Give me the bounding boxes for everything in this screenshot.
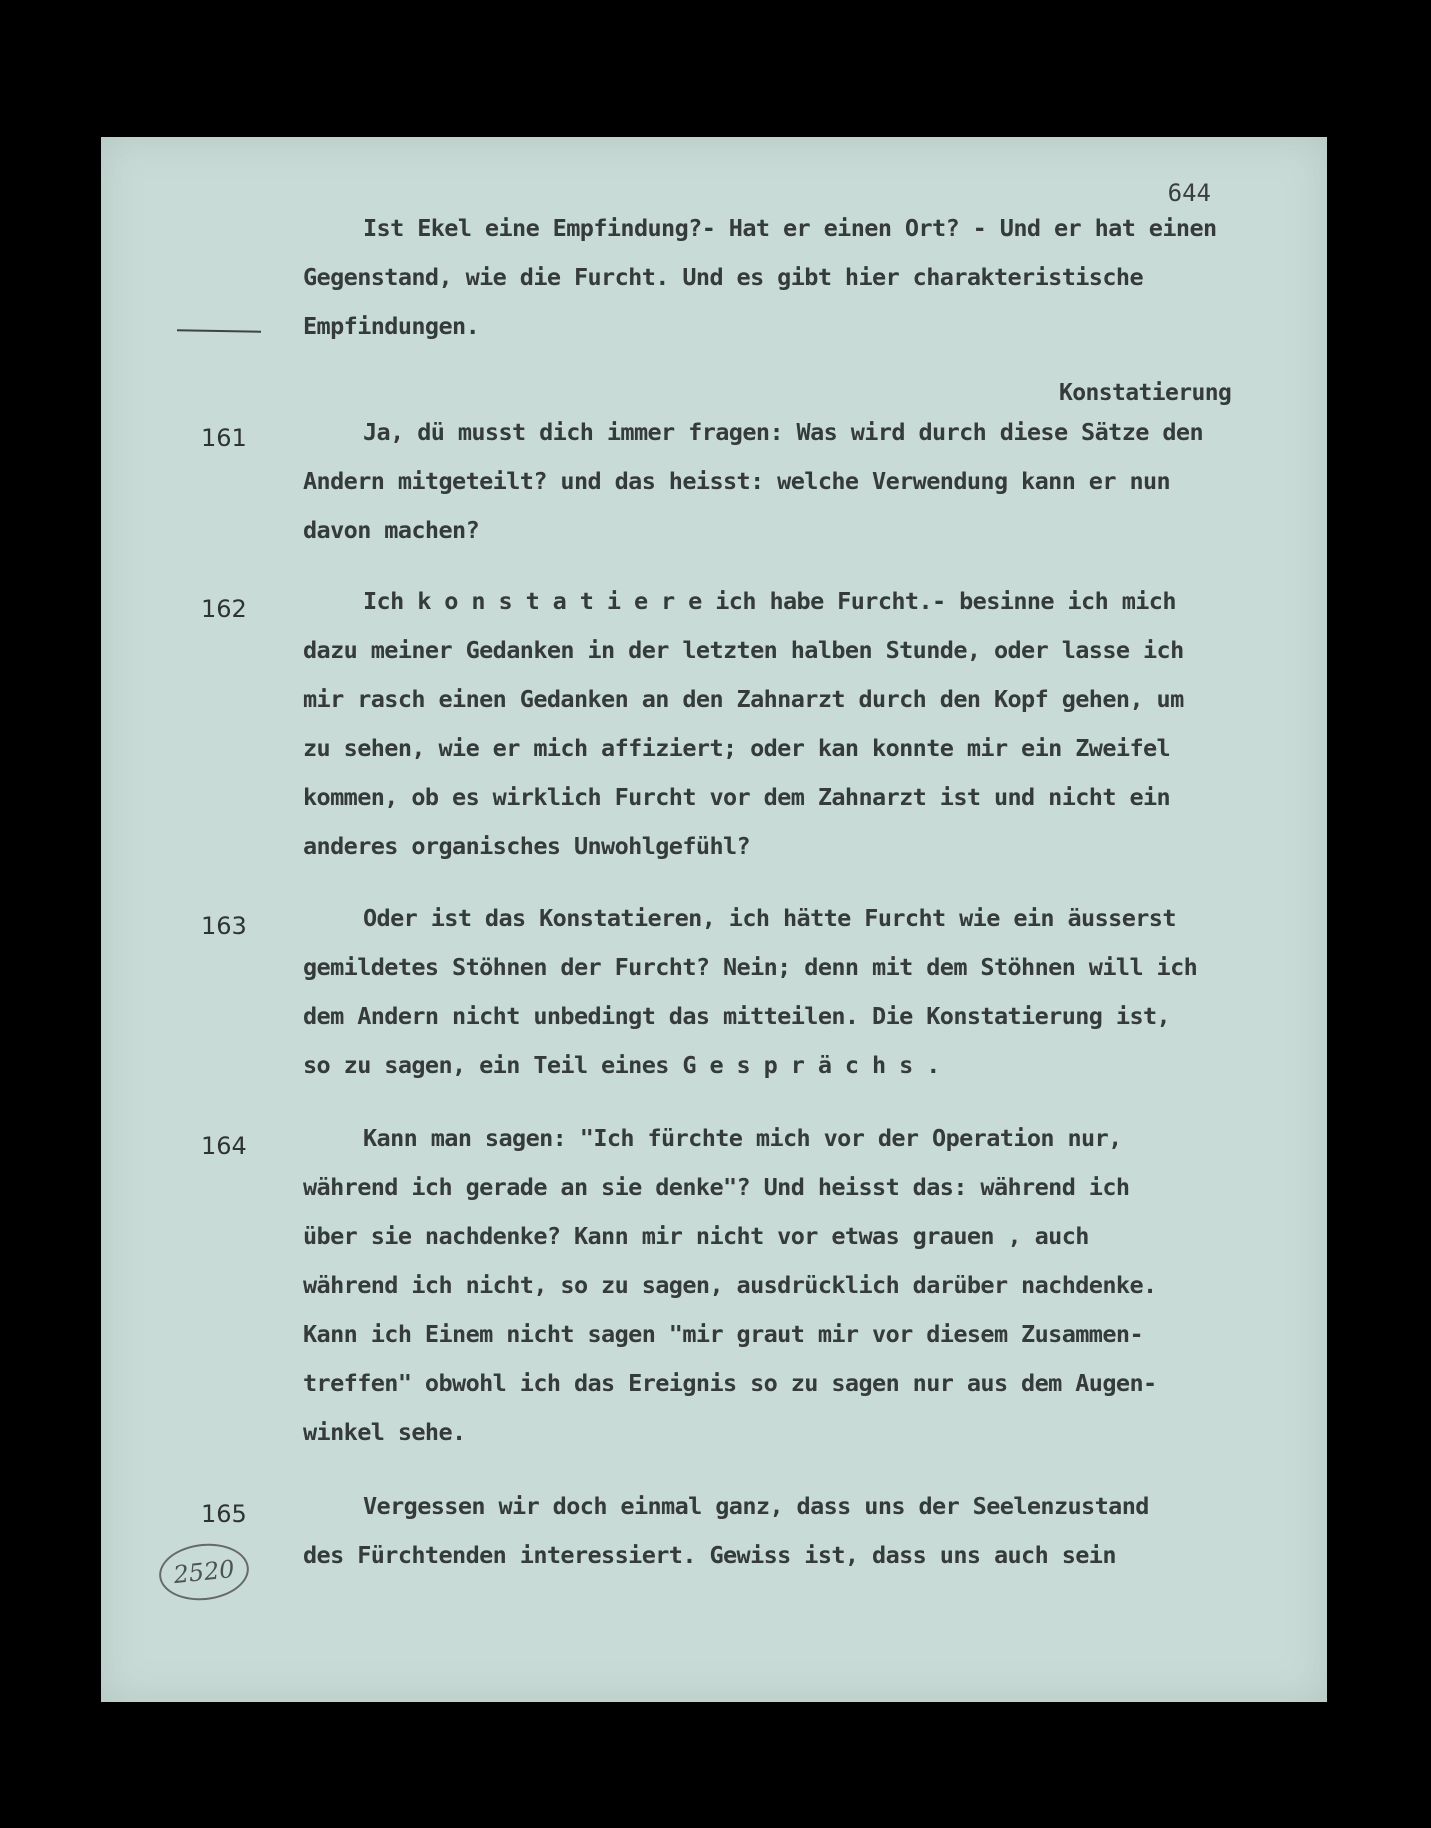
archive-stamp: 2520 [156,1539,251,1604]
paragraph-161 [303,408,1313,555]
text-line: davon machen? [303,516,480,544]
text-line: des Fürchtenden interessiert. Gewiss ist, dass uns auch sein [303,1541,1116,1569]
text-line: dem Andern nicht unbedingt das mitteilen. Die Konstatierung ist, [303,1002,1171,1030]
paragraph-number: 165 [201,1500,247,1528]
text-line: Ist Ekel eine Empfindung?- Hat er einen Ort? - Und er hat einen [363,214,1217,242]
text-line: winkel sehe. [303,1418,466,1446]
text-line: Ich k o n s t a t i e r e ich habe Furcht.- besinne ich mich [363,587,1176,615]
text-line: dazu meiner Gedanken in der letzten halben Stunde, oder lasse ich [303,636,1184,664]
text-line: treffen" obwohl ich das Ereignis so zu sagen nur aus dem Augen- [303,1369,1157,1397]
text-line: während ich gerade an sie denke"? Und heisst das: während ich [303,1173,1130,1201]
text-line: kommen, ob es wirklich Furcht vor dem Zahnarzt ist und nicht ein [303,783,1171,811]
text-line: so zu sagen, ein Teil eines G e s p r ä c h s . [303,1051,940,1079]
text-line: Vergessen wir doch einmal ganz, dass uns der Seelenzustand [363,1492,1149,1520]
text-line: Ja, dü musst dich immer fragen: Was wird durch diese Sätze den [363,418,1203,446]
text-line: mir rasch einen Gedanken an den Zahnarzt durch den Kopf gehen, um [303,685,1184,713]
paragraph-162 [303,577,1313,871]
margin-dash-mark [177,329,261,332]
text-line: über sie nachdenke? Kann mir nicht vor etwas grauen , auch [303,1222,1089,1250]
paragraph-number: 164 [201,1132,247,1160]
paragraph-163 [303,894,1313,1090]
handwritten-insertion: Konstatierung [1059,380,1232,406]
text-line: Gegenstand, wie die Furcht. Und es gibt hier charakteristische [303,263,1143,291]
text-line: gemildetes Stöhnen der Furcht? Nein; denn mit dem Stöhnen will ich [303,953,1198,981]
paragraph-number: 162 [201,595,247,623]
text-line: Andern mitgeteilt? und das heisst: welche Verwendung kann er nun [303,467,1171,495]
text-line: Kann man sagen: "Ich fürchte mich vor der Operation nur, [363,1124,1122,1152]
text-line: Empfindungen. [303,312,480,340]
text-line: Kann ich Einem nicht sagen "mir graut mir vor diesem Zusammen- [303,1320,1143,1348]
paragraph-number: 161 [201,424,247,452]
text-line: Oder ist das Konstatieren, ich hätte Furcht wie ein äusserst [363,904,1176,932]
typescript-page [101,137,1327,1702]
text-line: anderes organisches Unwohlgefühl? [303,832,751,860]
paragraph-164 [303,1114,1313,1457]
text-line: während ich nicht, so zu sagen, ausdrücklich darüber nachdenke. [303,1271,1157,1299]
text-line: zu sehen, wie er mich affiziert; oder kan konnte mir ein Zweifel [303,734,1171,762]
paragraph-165 [303,1482,1313,1580]
page-number: 644 [1167,179,1211,207]
paragraph-intro [303,204,1313,351]
paragraph-number: 163 [201,912,247,940]
